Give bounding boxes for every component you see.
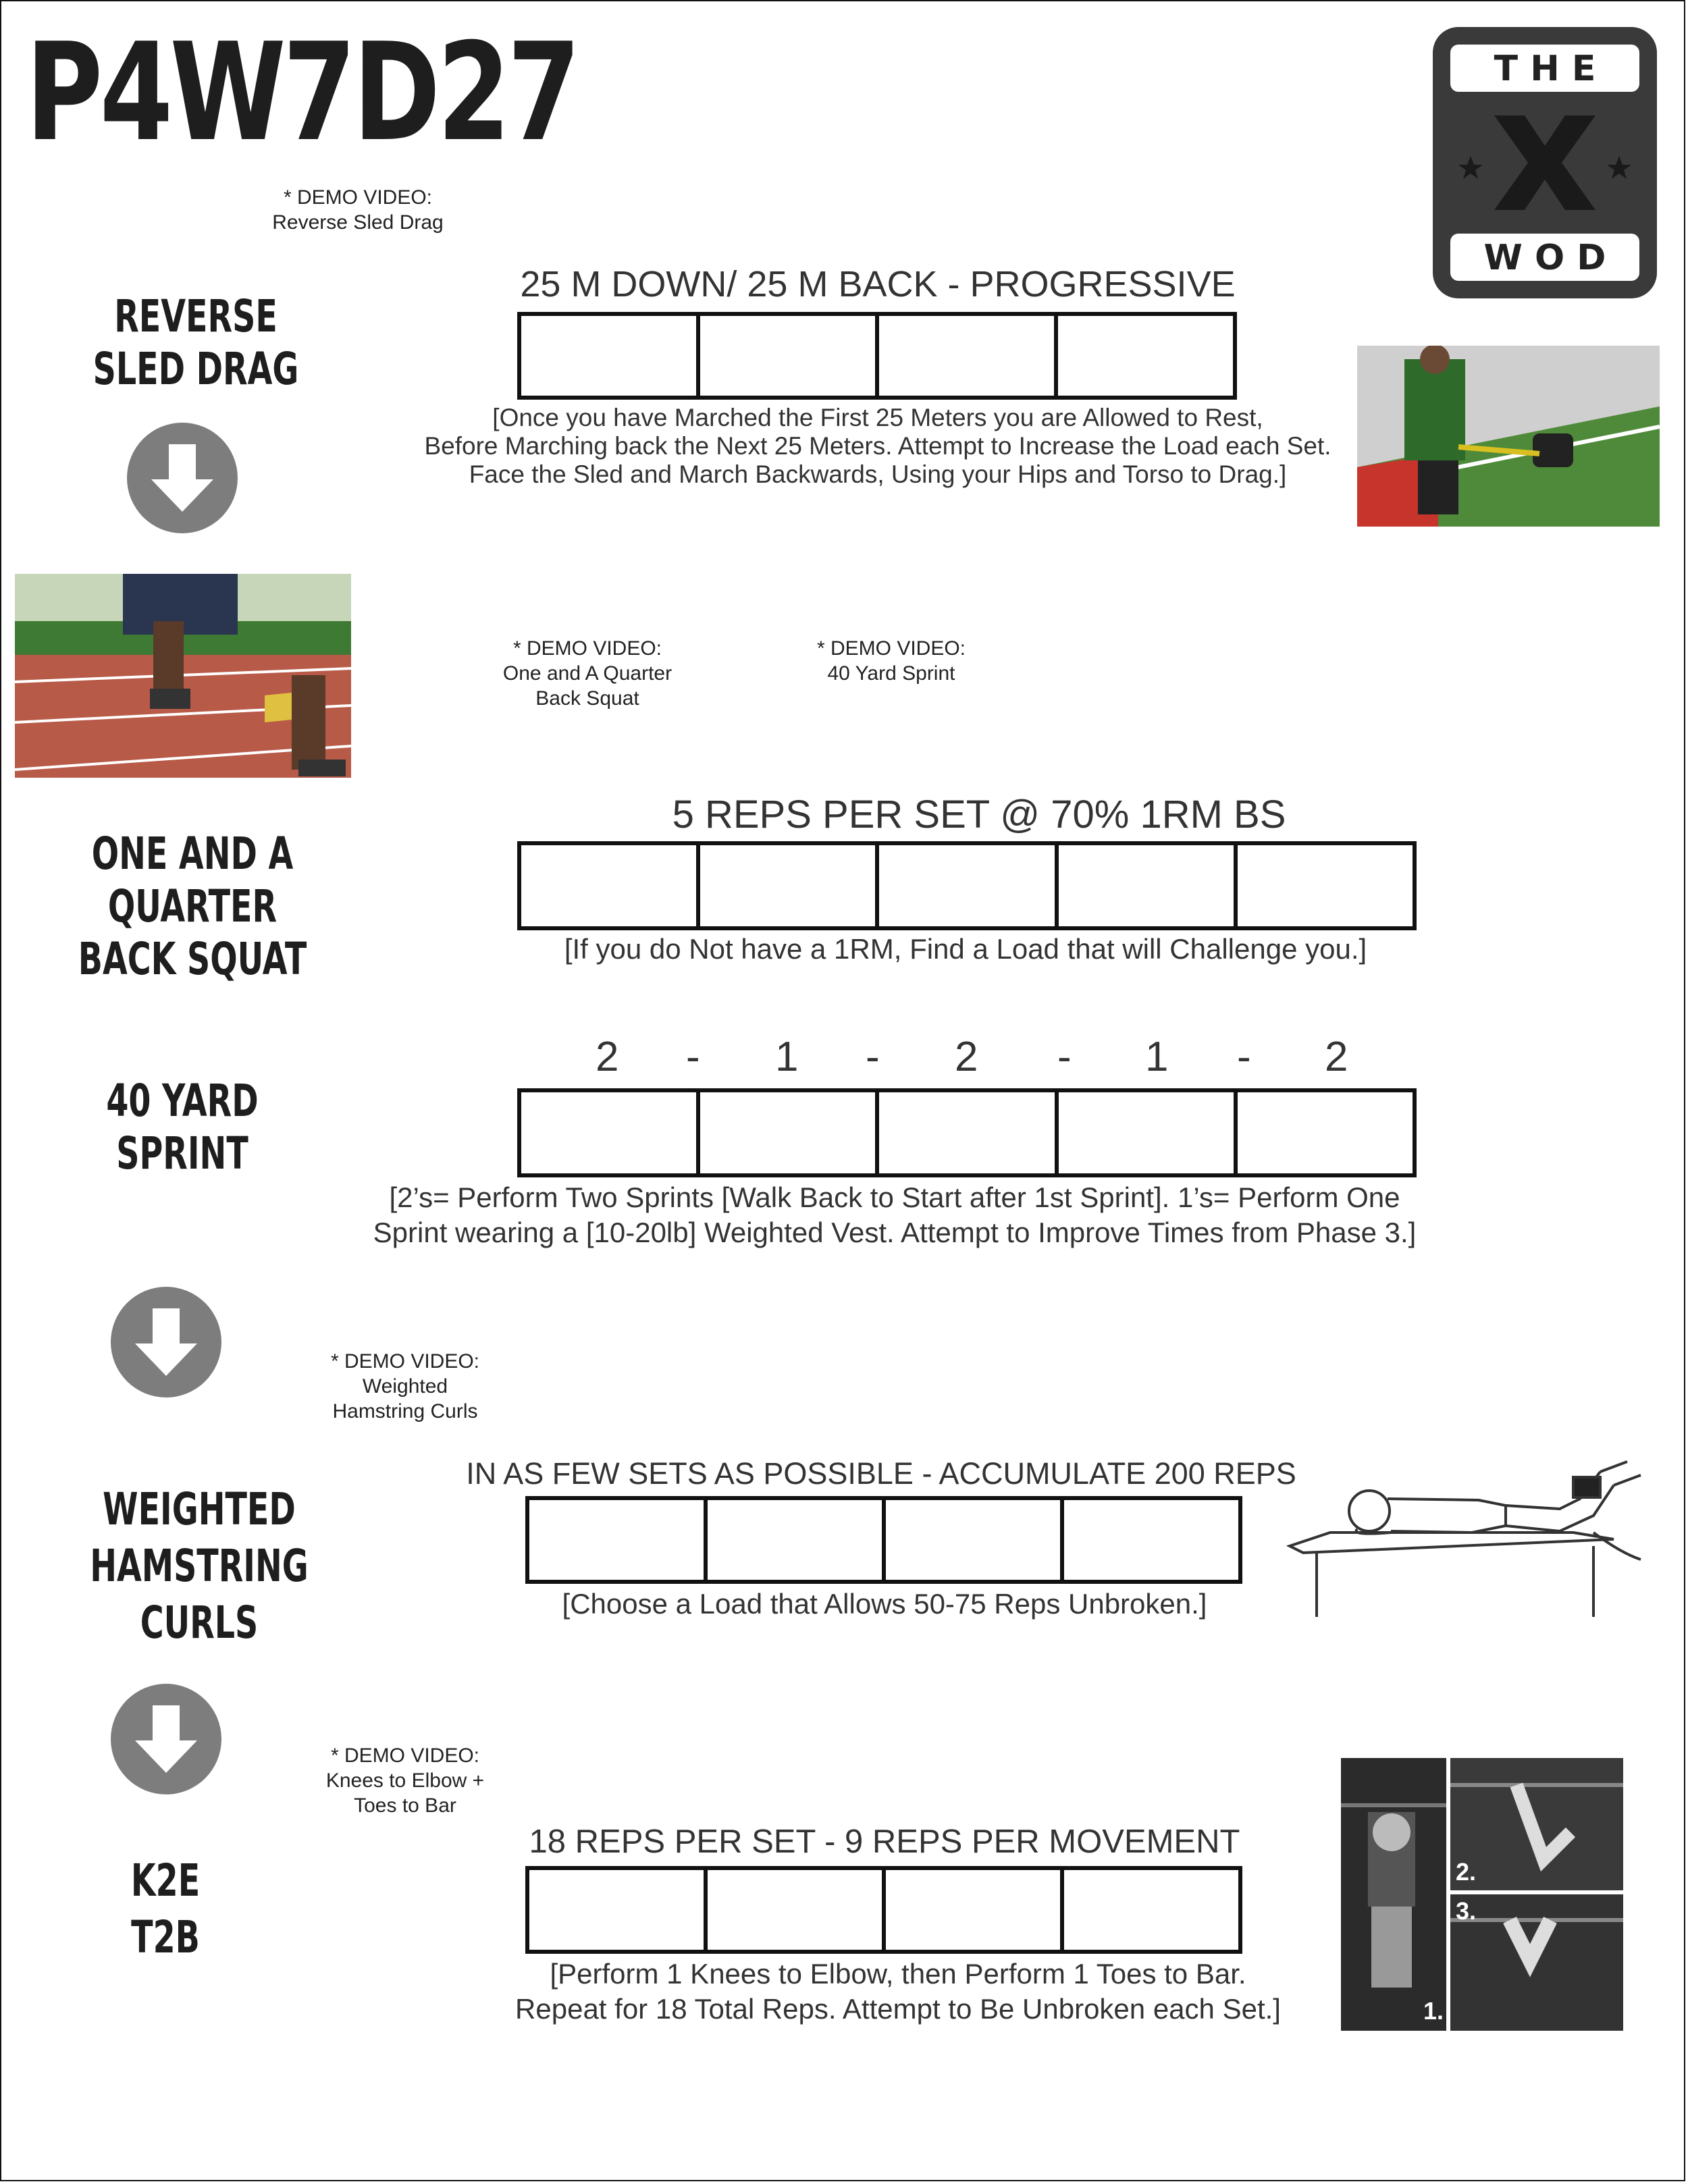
photo-label: 3. (1456, 1897, 1477, 1925)
set-box[interactable] (879, 1092, 1058, 1173)
set-box[interactable] (700, 1092, 879, 1173)
photo-label: 2. (1456, 1858, 1477, 1886)
sprint-demo-link[interactable]: * DEMO VIDEO: 40 Yard Sprint (816, 637, 966, 685)
sprint-set-boxes (517, 1088, 1417, 1177)
set-box[interactable] (700, 845, 879, 926)
sled-heading: 25 M DOWN/ 25 M BACK - PROGRESSIVE (520, 264, 1236, 304)
rep-separator: - (1237, 1034, 1251, 1080)
sprint-note: [2’s= Perform Two Sprints [Walk Back to Start after 1st Sprint]. 1’s= Perform One Sprint wearing a [10-20lb] Weighted Vest. Attempt to Improve Times from Phase 3.] (373, 1181, 1417, 1248)
set-box[interactable] (529, 1870, 708, 1950)
page-title: P4W7D27 (26, 14, 578, 171)
sprint-exercise-name: 40 YARD SPRINT (106, 1075, 259, 1179)
logo-text-bottom: W O D (1483, 238, 1606, 278)
squat-note: [If you do Not have a 1RM, Find a Load that will Challenge you.] (564, 933, 1367, 965)
arrow-down-icon (127, 423, 238, 533)
k2e-heading: 18 REPS PER SET - 9 REPS PER MOVEMENT (529, 1823, 1240, 1860)
squat-set-boxes (517, 841, 1417, 930)
rep-value: 2 (596, 1034, 619, 1080)
sled-note: [Once you have Marched the First 25 Meters you are Allowed to Rest, Before Marching back the Next 25 Meters. Attempt to Increase the Load each Set. Face the Sled and March Backwards, Using your Hips and Torso to Drag.] (424, 404, 1331, 488)
hamstring-set-boxes (525, 1496, 1242, 1584)
rep-value: 2 (1325, 1034, 1348, 1080)
rep-separator: - (686, 1034, 700, 1080)
set-box[interactable] (1064, 1870, 1238, 1950)
set-box[interactable] (1059, 845, 1238, 926)
hamstring-demo-link[interactable]: * DEMO VIDEO: Weighted Hamstring Curls (330, 1350, 480, 1422)
sled-exercise-name: REVERSE SLED DRAG (93, 290, 299, 395)
the-wod-logo (1430, 24, 1660, 301)
rep-value: 1 (1145, 1034, 1169, 1080)
set-box[interactable] (1238, 1092, 1413, 1173)
set-box[interactable] (1059, 1092, 1238, 1173)
k2e-note: [Perform 1 Knees to Elbow, then Perform 1 Toes to Bar. Repeat for 18 Total Reps. Attempt to Be Unbroken each Set.] (515, 1958, 1281, 2025)
set-box[interactable] (879, 845, 1058, 926)
photo-label: 1. (1423, 1997, 1444, 2025)
sled-drag-photo (1357, 346, 1660, 527)
set-box[interactable] (886, 1870, 1064, 1950)
hamstring-curl-illustration (1276, 1458, 1654, 1620)
set-box[interactable] (879, 316, 1058, 396)
squat-exercise-name: ONE AND A QUARTER BACK SQUAT (78, 828, 307, 985)
set-box[interactable] (708, 1500, 886, 1580)
k2e-set-boxes (525, 1866, 1242, 1954)
arrow-down-icon (111, 1287, 221, 1397)
set-box[interactable] (886, 1500, 1064, 1580)
set-box[interactable] (1058, 316, 1233, 396)
set-box[interactable] (521, 845, 700, 926)
sled-set-boxes (517, 312, 1237, 400)
sprint-rep-scheme (517, 1033, 1417, 1087)
rep-value: 1 (775, 1034, 799, 1080)
hamstring-note: [Choose a Load that Allows 50-75 Reps Unbroken.] (562, 1588, 1207, 1620)
k2e-photo-backgrounds (1341, 1758, 1623, 2031)
hamstring-exercise-name: WEIGHTED HAMSTRING CURLS (90, 1483, 309, 1649)
hamstring-heading: IN AS FEW SETS AS POSSIBLE - ACCUMULATE 200 REPS (466, 1456, 1296, 1491)
sprint-photo (15, 574, 351, 778)
rep-separator: - (866, 1034, 880, 1080)
set-box[interactable] (708, 1870, 886, 1950)
arrow-down-icon (111, 1684, 221, 1794)
set-box[interactable] (1064, 1500, 1238, 1580)
set-box[interactable] (521, 316, 700, 396)
squat-demo-link[interactable]: * DEMO VIDEO: One and A Quarter Back Squat (502, 637, 672, 710)
k2e-exercise-name: K2E T2B (130, 1855, 201, 1963)
set-box[interactable] (521, 1092, 700, 1173)
squat-heading: 5 REPS PER SET @ 70% 1RM BS (672, 793, 1286, 836)
set-box[interactable] (1238, 845, 1413, 926)
set-box[interactable] (529, 1500, 708, 1580)
k2e-t2b-photo-grid (1341, 1758, 1623, 2031)
k2e-demo-link[interactable]: * DEMO VIDEO: Knees to Elbow + Toes to Bar (325, 1744, 485, 1817)
sled-demo-link[interactable]: * DEMO VIDEO: Reverse Sled Drag (272, 186, 444, 234)
logo-text-top: T H E (1494, 49, 1596, 89)
rep-separator: - (1057, 1034, 1072, 1080)
rep-value: 2 (955, 1034, 978, 1080)
set-box[interactable] (700, 316, 879, 396)
